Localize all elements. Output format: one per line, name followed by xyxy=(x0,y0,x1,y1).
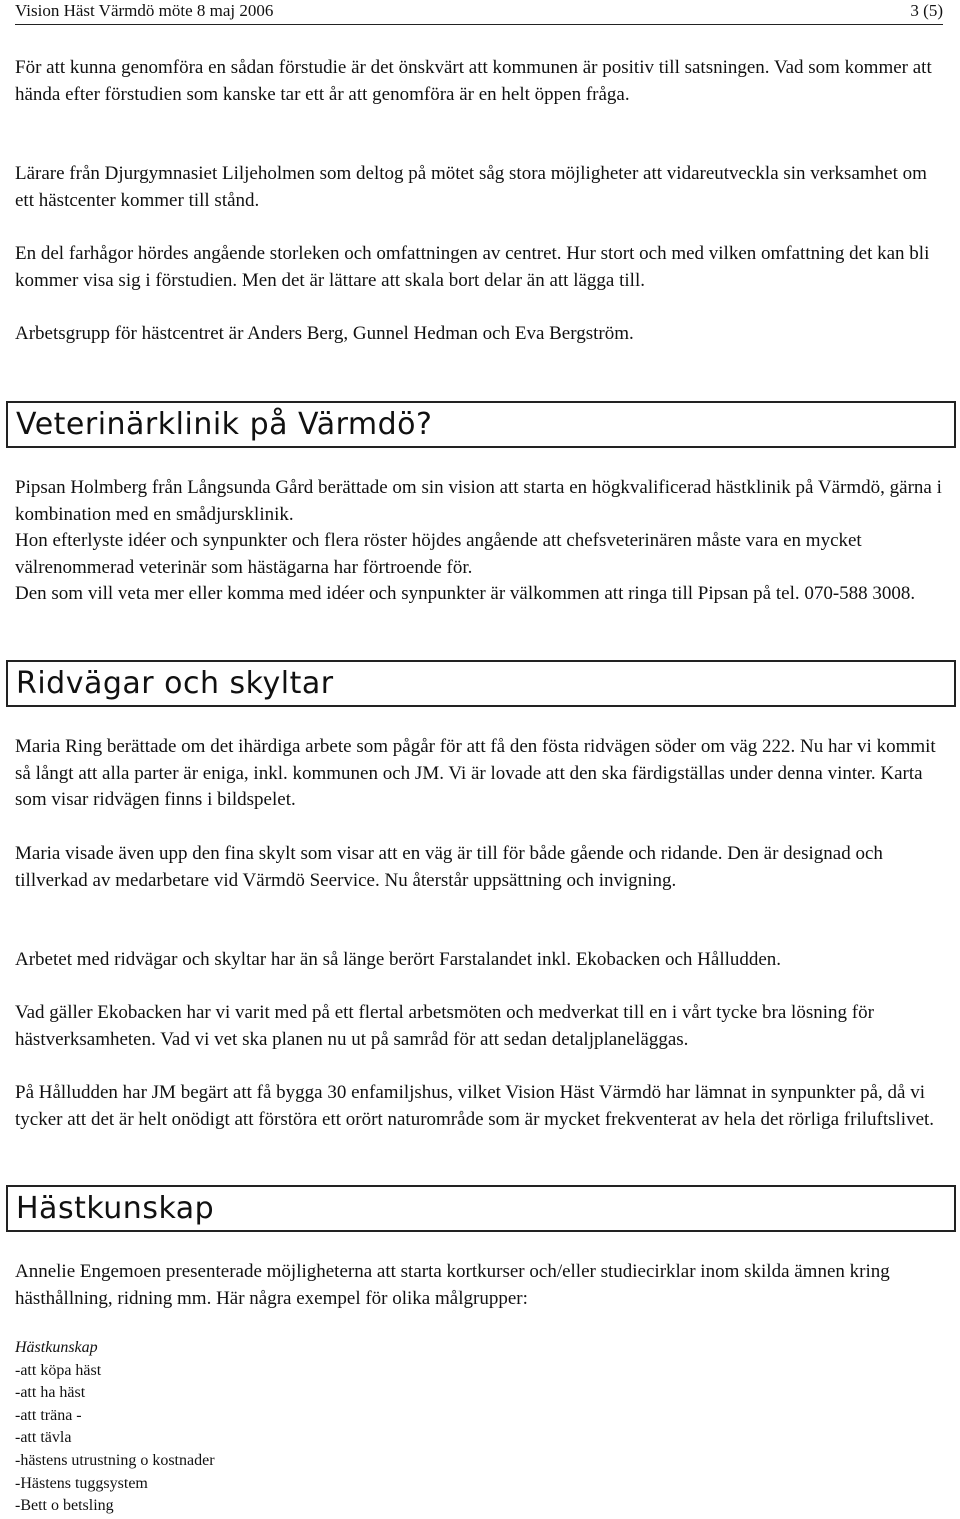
section-heading-box-knowledge xyxy=(6,1185,956,1232)
intro-paragraph-3: En del farhågor hördes angående storleken och omfattningen av centret. Hur stort och med vilken omfattning det kan bli kommer visa sig i förstudien. Men det är lättare att skala bort delar än att lägga till. xyxy=(15,243,930,291)
ride-paragraph-3: Arbetet med ridvägar och skyltar har än så länge berört Farstalandet inkl. Ekobacken och Hålludden. xyxy=(15,949,782,970)
list-item: -att köpa häst xyxy=(15,1361,102,1379)
section-heading-knowledge: Hästkunskap xyxy=(16,1191,215,1226)
page-number: 3 (5) xyxy=(910,1,943,20)
list-item: -Bett o betsling xyxy=(15,1497,114,1515)
section-heading-vet: Veterinärklinik på Värmdö? xyxy=(16,407,433,442)
intro-paragraph-1: För att kunna genomföra en sådan förstudie är det önskvärt att kommunen är positiv till satsningen. Vad som kommer att hända efter förstudien som kanske tar ett år att genomföra är en helt öppen fråga. xyxy=(15,57,932,105)
ride-paragraph-4: Vad gäller Ekobacken har vi varit med på ett flertal arbetsmöten och medverkat till en i vårt tycke bra lösning för hästverksamheten. Vad vi vet ska planen nu ut på samråd för att sedan detaljplaneläggas. xyxy=(15,1002,874,1050)
knowledge-paragraph-1: Annelie Engemoen presenterade möjligheterna att starta kortkurser och/eller studiecirklar inom skilda ämnen kring hästhållning, ridning mm. Här några exempel för olika målgrupper: xyxy=(15,1261,890,1309)
list-item: -att ha häst xyxy=(15,1384,86,1402)
knowledge-list xyxy=(15,1337,215,1518)
ride-paragraph-1: Maria Ring berättade om det ihärdiga arbete som pågår för att få den fösta ridvägen söder om väg 222. Nu har vi kommit så långt att alla parter är eniga, inkl. kommunen och JM. Vi är lovade att den ska färdigställas under denna vinter. Karta som visar ridvägen finns i bildspelet. xyxy=(15,736,936,810)
header-title: Vision Häst Värmdö möte 8 maj 2006 xyxy=(15,1,274,20)
vet-paragraph-1: Pipsan Holmberg från Långsunda Gård berättade om sin vision att starta en högkvalificerad hästklinik på Värmdö, gärna i kombination med en smådjursklinik. xyxy=(15,477,942,525)
section-heading-box-ride xyxy=(6,660,956,707)
section-heading-ride: Ridvägar och skyltar xyxy=(16,666,334,701)
section-heading-box-vet xyxy=(6,401,956,448)
list-item: -hästens utrustning o kostnader xyxy=(15,1451,215,1469)
header-rule xyxy=(15,24,943,25)
vet-paragraph-3: Den som vill veta mer eller komma med idéer och synpunkter är välkommen att ringa till Pipsan på tel. 070-588 3008. xyxy=(15,583,916,604)
intro-paragraph-2: Lärare från Djurgymnasiet Liljeholmen som deltog på mötet såg stora möjligheter att vidareutveckla sin verksamhet om ett hästcenter kommer till stånd. xyxy=(15,163,927,211)
intro-paragraph-4: Arbetsgrupp för hästcentret är Anders Berg, Gunnel Hedman och Eva Bergström. xyxy=(15,323,634,344)
list-item: -att träna - xyxy=(15,1406,82,1424)
vet-paragraph-2: Hon efterlyste idéer och synpunkter och flera röster höjdes angående att chefsveterinären måste vara en mycket välrenommerad veterinär som hästägarna har förtroende för. xyxy=(15,530,862,578)
page-header xyxy=(15,0,943,24)
ride-paragraph-5: På Hålludden har JM begärt att få bygga 30 enfamiljshus, vilket Vision Häst Värmdö har lämnat in synpunkter på, då vi tycker att det är helt onödigt att förstöra ett orört naturområde som är mycket frekventerat av hela det rörliga friluftslivet. xyxy=(15,1082,935,1130)
list-item: -Hästens tuggsystem xyxy=(15,1474,148,1492)
list-item: -att tävla xyxy=(15,1429,72,1447)
knowledge-list-title: Hästkunskap xyxy=(15,1339,98,1356)
ride-paragraph-2: Maria visade även upp den fina skylt som visar att en väg är till för både gående och ridande. Den är designad och tillverkad av medarbetare vid Värmdö Seervice. Nu återstår uppsättning och invigning. xyxy=(15,843,883,891)
